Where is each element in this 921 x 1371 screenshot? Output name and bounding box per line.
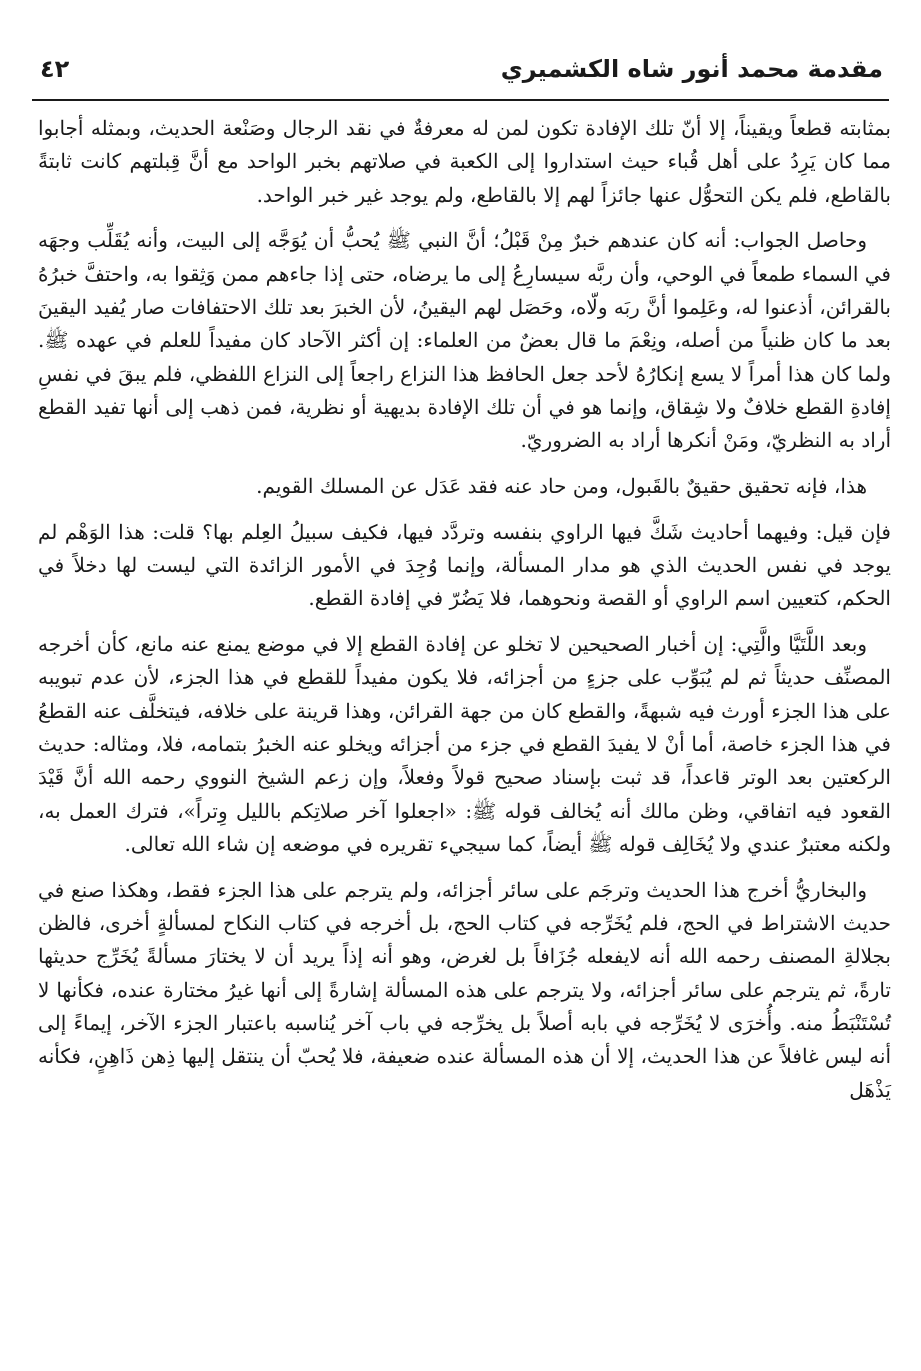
page-number: ٤٢ bbox=[40, 55, 70, 83]
running-title: مقدمة محمد أنور شاه الكشميري bbox=[500, 55, 883, 83]
header-rule bbox=[32, 99, 889, 101]
page-header bbox=[32, 50, 889, 98]
paragraph-4: فإن قيل: وفيهما أحاديث شَكَّ فيها الراوي بنفسه وتردَّد فيها، فكيف سبيلُ العِلم بها؟ قلت: هذا الوَهْم لم يوجد في نفس الحديث الذي هو مدار المسألة، وإنما وُجِدَ في الأمور الزائدة التي ليست لها دخلاً في الحكم، كتعيين اسم الراوي أو القصة ونحوهما، فلا يَضُرّ في إفادة القطع. bbox=[38, 519, 891, 611]
body-text bbox=[38, 112, 891, 1119]
paragraph-6: والبخاريُّ أخرج هذا الحديث وترجَم على سائر أجزائه، ولم يترجم على هذا الجزء فقط، وهكذا صنع في حديث الاشتراط في الحج، فلم يُخَرِّجه في كتاب الحج، بل أخرجه في كتاب النكاح لمسألةٍ أخرى، فالظن بجلالةِ المصنف رحمه الله أنه لايفعله جُزَافاً بل لغرض، وهو أنه إذاً يريد أن لا يختارَ مسألةً يُخَرِّج حديثها تارةً، ثم يترجم على سائر أجزائه، ولا يترجم على هذه المسألة إشارةً إلى أنها غيرُ مختارة عنده، فكأنها لا تُسْتَنْبَطُ منه. وأُخرَى لا يُخَرِّجه في بابه أصلاً بل يخرِّجه في باب آخر يُناسبه باعتبار الجزء الآخر، إيماءً إلى أنه ليس غافلاً عن هذا الحديث، إلا أن هذه المسألة عنده ضعيفة، فلا يُحبّ أن ينتقل إليها ذِهن ذَاهِنٍ، فكأنه يَذْهَل bbox=[38, 877, 891, 1102]
paragraph-3: هذا، فإنه تحقيق حقيقٌ بالقَبول، ومن حاد عنه فقد عَدَل عن المسلك القويم. bbox=[256, 473, 867, 498]
paragraph-1: بمثابته قطعاً ويقيناً، إلا أنّ تلك الإفادة تكون لمن له معرفةٌ في نقد الرجال وصَنْعة الحديث، وبمثله أجابوا مما كان يَرِدُ على أهل قُباء حيث استداروا إلى الكعبة في صلاتهم بخبر الواحد مع أنَّ قِبلتهم كانت ثابتةً بالقاطع، فلم يكن التحوُّل عنها جائزاً لهم إلا بالقاطع، ولم يوجد غير خبر الواحد. bbox=[38, 116, 891, 207]
paragraph-2: وحاصل الجواب: أنه كان عندهم خبرٌ مِنْ قَبْلُ؛ أنَّ النبي ﷺ يُحبُّ أن يُوَجَّه إلى البيت، وأنه يُقَلِّب وجهَه في السماء طمعاً في الوحي، وأن ربَّه سيسارِعُ إلى ما يرضاه، حتى إذا جاءهم ممن وَثِقوا به، واحتفَّ خبرُهُ بالقرائن، أذعنوا له، وعَلِموا أنَّ ربَه ولّاه، وحَصَل لهم اليقينُ، لأن الخبرَ بعد تلك الاحتفافات صار يُفيد اليقينَ بعد ما كان ظنياً من أصله، ونِعْمَ ما قال بعضٌ من العلماء: إن أكثر الآحاد كان مفيداً للعلم في عهده ﷺ. ولما كان هذا أمراً لا يسع إنكارُهُ لأحد جعل الحافظ هذا النزاع راجعاً إلى النزاع اللفظي، فلم يبقَ في نفسِ إفادةِ القطع خلافٌ ولا شِقاق، وإنما هو في أن تلك الإفادة بديهية أو نظرية، فمن ذهب إلى أنها تفيد القطع أراد به النظريّ، ومَنْ أنكرها أراد به الضروريّ. bbox=[38, 228, 891, 453]
paragraph-5: وبعد اللَّتَيَّا والَّتِي: إن أخبار الصحيحين لا تخلو عن إفادة القطع إلا في موضع يمنع عنه مانع، كأن أخرجه المصنِّف حديثاً ثم لم يُبَوِّب على جزءٍ من أجزائه، فلا يكون مفيداً للقطع في هذا الجزء، لأن عدم تبويبه على هذا الجزء أورث فيه شبهةً، والقطع كان من جهة القرائن، وهذا قرينة على خلافه، فيتخلَّف عنه القطعُ في هذا الجزء خاصة، أما أنْ لا يفيدَ القطع في جزء من أجزائه ويخلو عنه الخبرُ بتمامه، فلا، ومثاله: حديث الركعتين بعد الوتر قاعداً، قد ثبت بإسناد صحيح قولاً وفعلاً، وإن زعم الشيخ النووي رحمه الله أنَّ قَيْدَ القعود فيه اتفاقي، وظن مالك أنه يُخالف قوله ﷺ: «اجعلوا آخر صلاتِكم بالليل وِتراً»، فترك العمل به، ولكنه معتبرٌ عندي ولا يُخَالِف قوله ﷺ أيضاً، كما سيجيء تقريره في موضعه إن شاء الله تعالى. bbox=[38, 632, 891, 856]
